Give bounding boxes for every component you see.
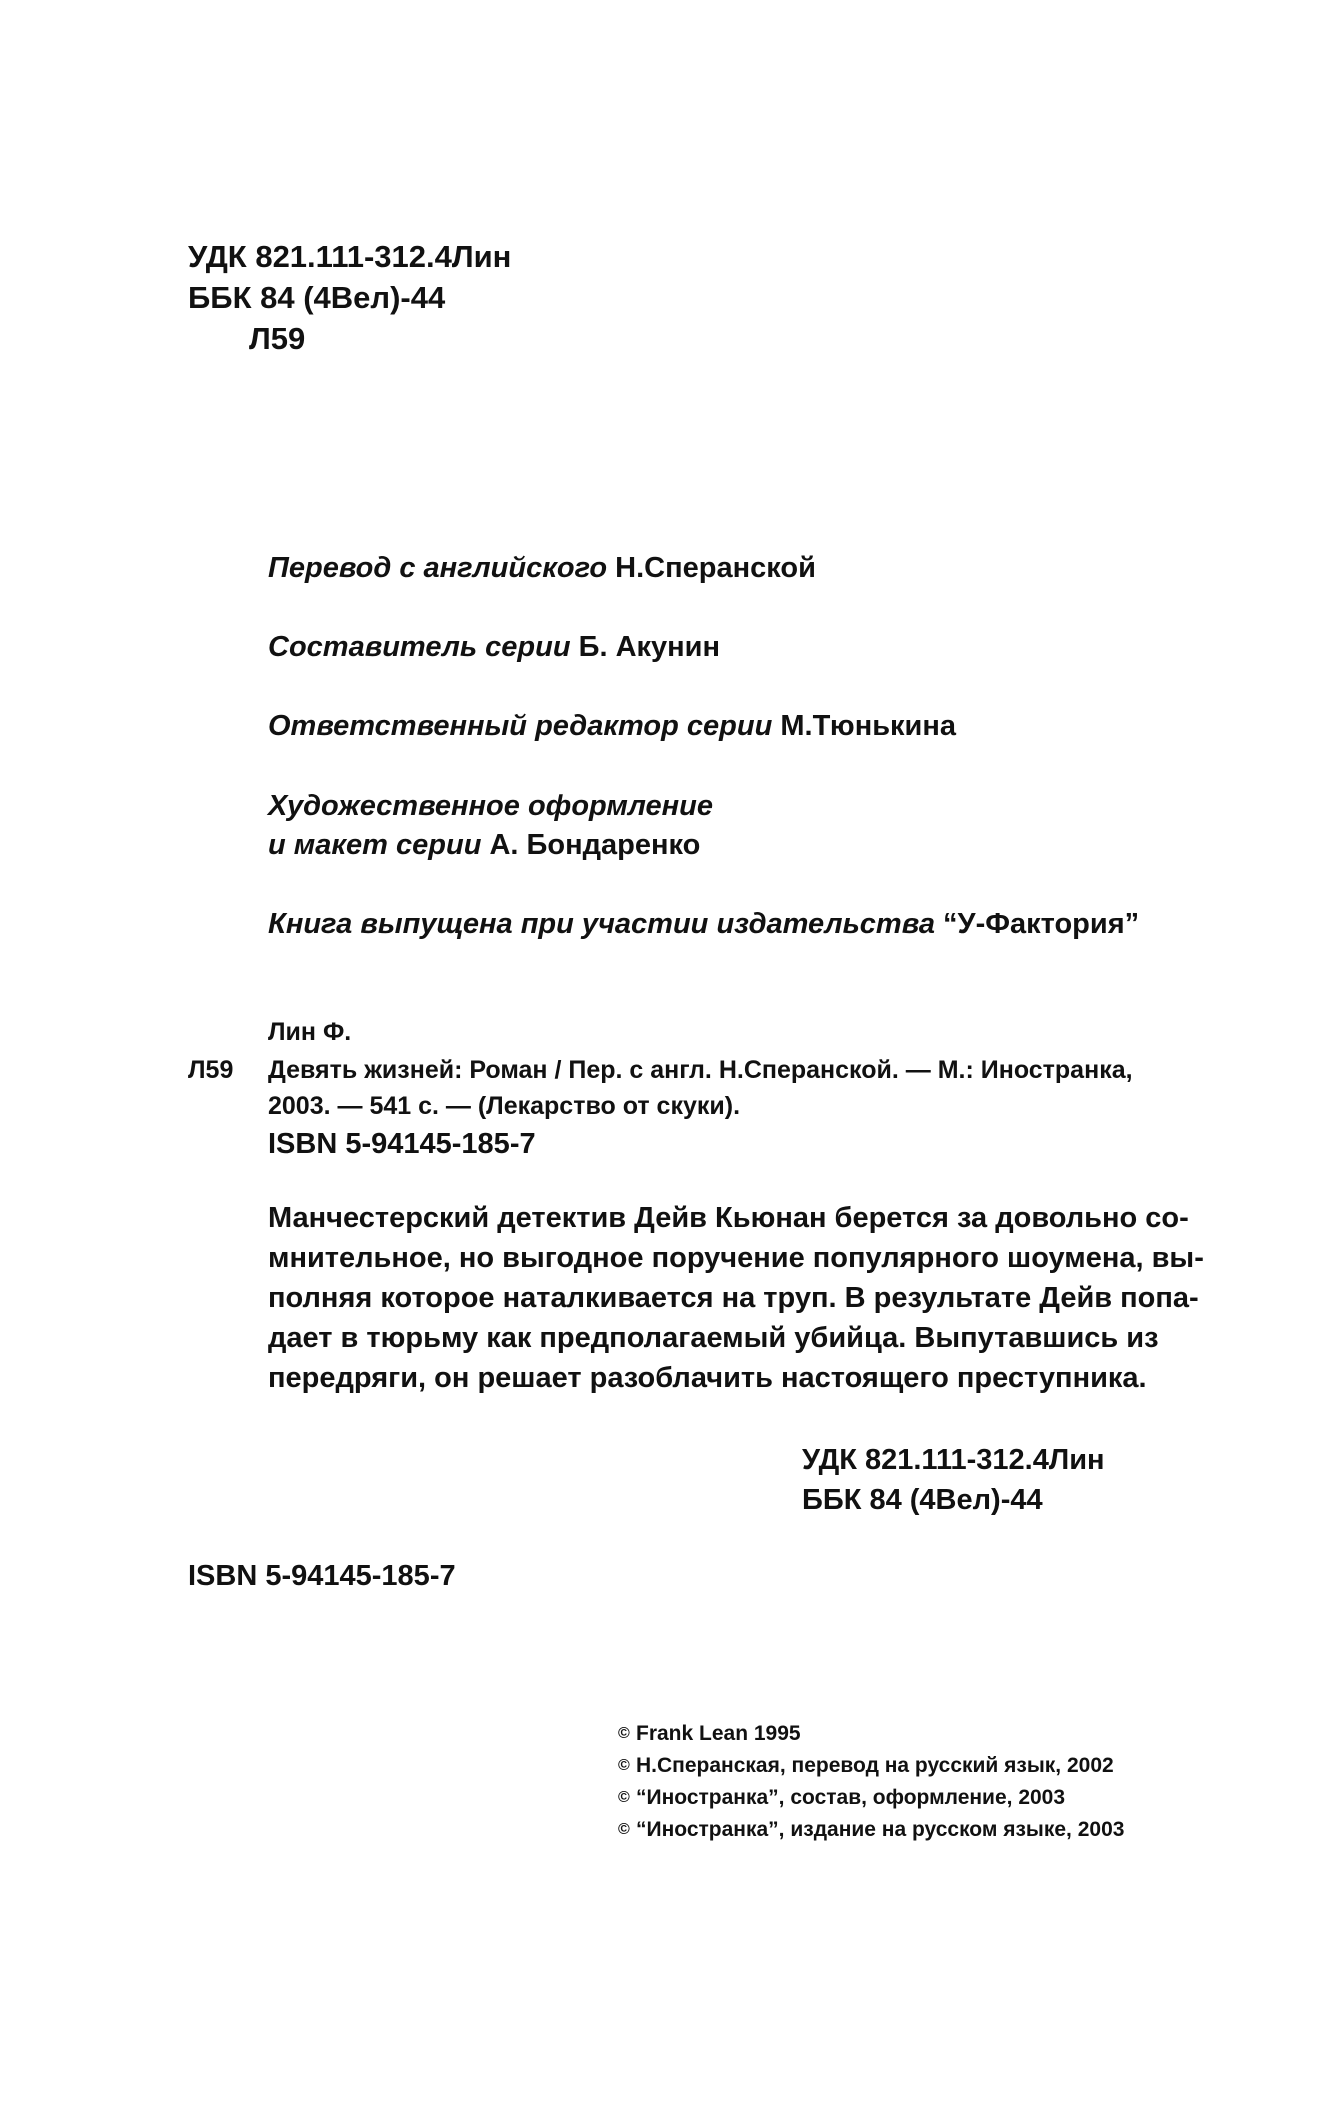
bib-description-line: Девять жизней: Роман / Пер. с англ. Н.Сперанской. — М.: Иностранка, bbox=[268, 1056, 1133, 1084]
copyright-line bbox=[618, 1750, 1124, 1782]
credit-role: Составитель серии bbox=[268, 631, 571, 663]
credit-name: М.Тюнькина bbox=[780, 710, 957, 742]
author-mark: Л59 bbox=[249, 321, 306, 356]
copyright-symbol: © bbox=[618, 1725, 630, 1742]
copyright-text: “Иностранка”, состав, оформление, 2003 bbox=[636, 1786, 1066, 1809]
annotation-line: полняя которое наталкивается на труп. В результате Дейв попа- bbox=[268, 1282, 1199, 1314]
bib-isbn: ISBN 5-94145-185-7 bbox=[268, 1128, 536, 1160]
bib-author-mark: Л59 bbox=[188, 1056, 234, 1084]
bib-author-heading: Лин Ф. bbox=[268, 1018, 352, 1046]
copyright-text: Н.Сперанская, перевод на русский язык, 2002 bbox=[636, 1754, 1114, 1777]
credit-name: Б. Акунин bbox=[578, 631, 721, 663]
credit-role: Ответственный редактор серии bbox=[268, 710, 773, 742]
isbn-main: ISBN 5-94145-185-7 bbox=[188, 1560, 456, 1592]
credit-name: “У-Фактория” bbox=[943, 908, 1140, 940]
credit-role: Перевод с английского bbox=[268, 552, 608, 584]
copyright-line bbox=[618, 1814, 1124, 1846]
copyright-symbol: © bbox=[618, 1789, 630, 1806]
udk-code: УДК 821.111-312.4Лин bbox=[802, 1444, 1105, 1476]
credit-series-compiler bbox=[268, 627, 720, 667]
copyright-symbol: © bbox=[618, 1757, 630, 1774]
credit-translator bbox=[268, 548, 816, 588]
bbk-code: ББК 84 (4Вел)-44 bbox=[188, 280, 446, 315]
credit-art-design bbox=[268, 786, 713, 826]
copyright-line bbox=[618, 1718, 1124, 1750]
annotation-line: мнительное, но выгодное поручение популярного шоумена, вы- bbox=[268, 1242, 1204, 1274]
credit-series-editor bbox=[268, 706, 956, 746]
credit-name: Н.Сперанской bbox=[615, 552, 816, 584]
bbk-code: ББК 84 (4Вел)-44 bbox=[802, 1484, 1043, 1516]
credit-role: Книга выпущена при участии издательства bbox=[268, 908, 935, 940]
credit-role: Художественное оформление bbox=[268, 790, 713, 822]
annotation-line: передряги, он решает разоблачить настоящего преступника. bbox=[268, 1362, 1147, 1394]
bib-description-line: 2003. — 541 с. — (Лекарство от скуки). bbox=[268, 1092, 741, 1120]
credit-publisher-participation bbox=[268, 904, 1139, 944]
annotation-line: дает в тюрьму как предполагаемый убийца. Выпутавшись из bbox=[268, 1322, 1159, 1354]
annotation-line: Манчестерский детектив Дейв Кьюнан берется за довольно со- bbox=[268, 1202, 1189, 1234]
copyright-text: Frank Lean 1995 bbox=[636, 1722, 801, 1745]
credit-layout bbox=[268, 825, 700, 865]
copyright-text: “Иностранка”, издание на русском языке, 2003 bbox=[636, 1818, 1125, 1841]
credit-role: и макет серии bbox=[268, 829, 482, 861]
copyright-line bbox=[618, 1782, 1124, 1814]
copyright-notices bbox=[618, 1718, 1124, 1846]
top-classification-block bbox=[188, 236, 511, 359]
udk-code: УДК 821.111-312.4Лин bbox=[188, 239, 512, 274]
bottom-classification-block bbox=[802, 1440, 1105, 1520]
copyright-symbol: © bbox=[618, 1821, 630, 1838]
annotation-paragraph bbox=[268, 1198, 1204, 1398]
credit-name: А. Бондаренко bbox=[489, 829, 701, 861]
